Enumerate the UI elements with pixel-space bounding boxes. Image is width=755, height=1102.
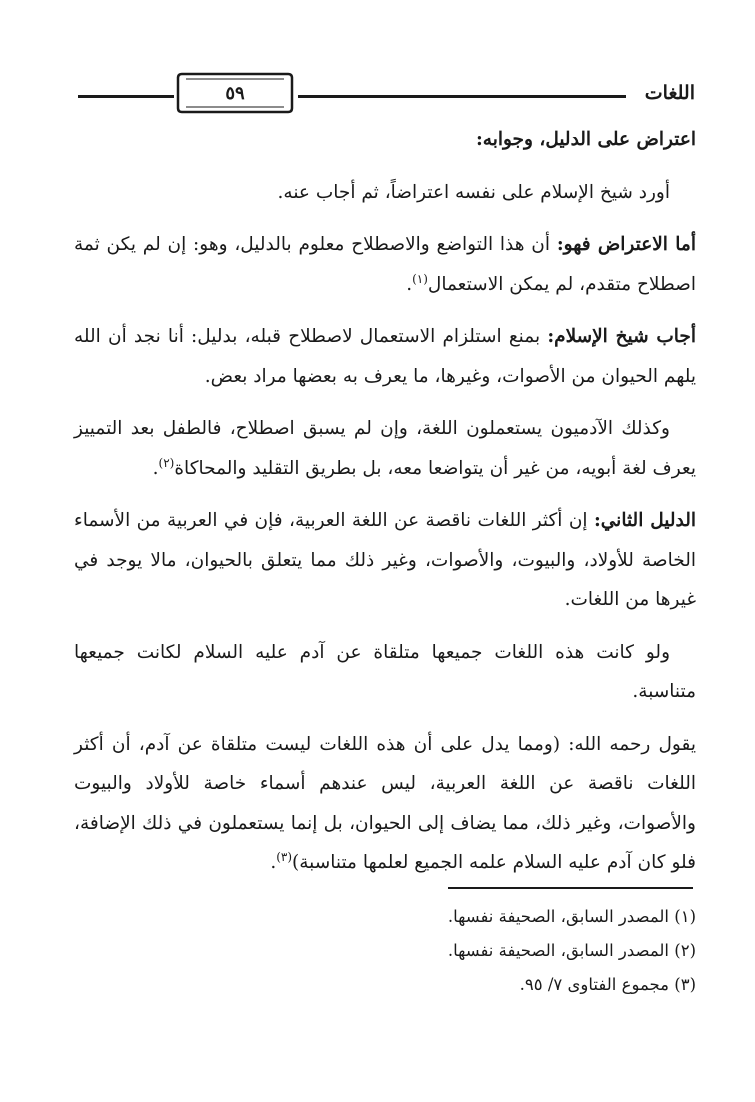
paragraph: وكذلك الآدميون يستعملون اللغة، وإن لم يسبق اصطلاح، فالطفل بعد التمييز يعرف لغة أبويه، من غير أن يتواضعا معه، بل بطريق التقليد والمحاكاة$^{(٢)}$.	[74, 418, 696, 479]
paragraph-objection: أما الاعتراض فهو: أن هذا التواضع والاصطلاح معلوم بالدليل، وهو: إن لم يكن ثمة اصطلاح متقدم، لم يمكن الاستعمال$^{(١)}$.	[74, 234, 696, 295]
footnotes	[74, 900, 696, 1002]
footnote-ref[interactable]: (٢)	[158, 455, 175, 470]
main-text	[74, 120, 696, 896]
paragraph: أورد شيخ الإسلام على نفسه اعتراضاً، ثم أجاب عنه.	[277, 181, 670, 203]
paragraph-label: أجاب شيخ الإسلام:	[547, 326, 696, 347]
page-header	[70, 68, 695, 118]
paragraph-text: أن هذا التواضع والاصطلاح معلوم بالدليل، وهو: إن لم يكن ثمة اصطلاح متقدم، لم يمكن الاستعمال	[74, 234, 696, 295]
paragraph-answer	[74, 317, 696, 396]
running-title: اللغات	[644, 82, 695, 104]
paragraph: ولو كانت هذه اللغات جميعها متلقاة عن آدم عليه السلام لكانت جميعها متناسبة.	[74, 641, 696, 702]
paragraph-text: إن أكثر اللغات ناقصة عن اللغة العربية، فإن في العربية من الأسماء الخاصة للأولاد، والبيوت، والأصوات، وغير ذلك مما يتعلق بالحيوان، مالا يوجد في غيرها من اللغات.	[74, 510, 696, 610]
paragraph-text: وكذلك الآدميون يستعملون اللغة، وإن لم يسبق اصطلاح، فالطفل بعد التمييز يعرف لغة أبويه، من غير أن يتواضعا معه، بل بطريق التقليد والمحاكاة	[74, 418, 696, 479]
footnote-ref[interactable]: (١)	[412, 271, 428, 286]
paragraph-label: أما الاعتراض فهو:	[556, 234, 696, 255]
footnote: (٢) المصدر السابق، الصحيفة نفسها.	[447, 941, 696, 960]
paragraph-text: بمنع استلزام الاستعمال لاصطلاح قبله، بدليل: أنا نجد أن الله يلهم الحيوان من الأصوات، وغيرها، ما يعرف به بعضها مراد بعض.	[74, 326, 696, 387]
footnote-divider	[448, 887, 693, 889]
paragraph-text: يقول رحمه الله: (ومما يدل على أن هذه اللغات ليست متلقاة عن آدم، أن أكثر اللغات ناقصة عن اللغة العربية، ليس عندهم أسماء خاصة للأولاد والبيوت والأصوات، وغير ذلك، مما يضاف إلى الحيوان، بل إنما يستعملون في ذلك الإضافة، فلو كان آدم عليه السلام علمه الجميع لعلمها متناسبة)	[74, 733, 696, 873]
header-rule-right	[298, 95, 626, 98]
footnote-ref[interactable]: (٣)	[276, 849, 293, 864]
page-number-frame	[176, 70, 294, 116]
footnote: (١) المصدر السابق، الصحيفة نفسها.	[447, 907, 696, 926]
header-rule-left	[78, 95, 174, 98]
paragraph-quote: يقول رحمه الله: (ومما يدل على أن هذه اللغات ليست متلقاة عن آدم، أن أكثر اللغات ناقصة عن اللغة العربية، ليس عندهم أسماء خاصة للأولاد والبيوت والأصوات، وغير ذلك، مما يضاف إلى الحيوان، بل إنما يستعملون في ذلك الإضافة، فلو كان آدم عليه السلام علمه الجميع لعلمها متناسبة)$^{(٣)}$.	[74, 733, 696, 873]
paragraph-second-evidence	[74, 501, 696, 620]
page-number: ٥٩	[225, 83, 245, 104]
paragraph-label: الدليل الثاني:	[593, 510, 696, 531]
section-heading: اعتراض على الدليل، وجوابه:	[475, 129, 696, 150]
footnote: (٣) مجموع الفتاوى ٧/ ٩٥.	[519, 975, 696, 994]
